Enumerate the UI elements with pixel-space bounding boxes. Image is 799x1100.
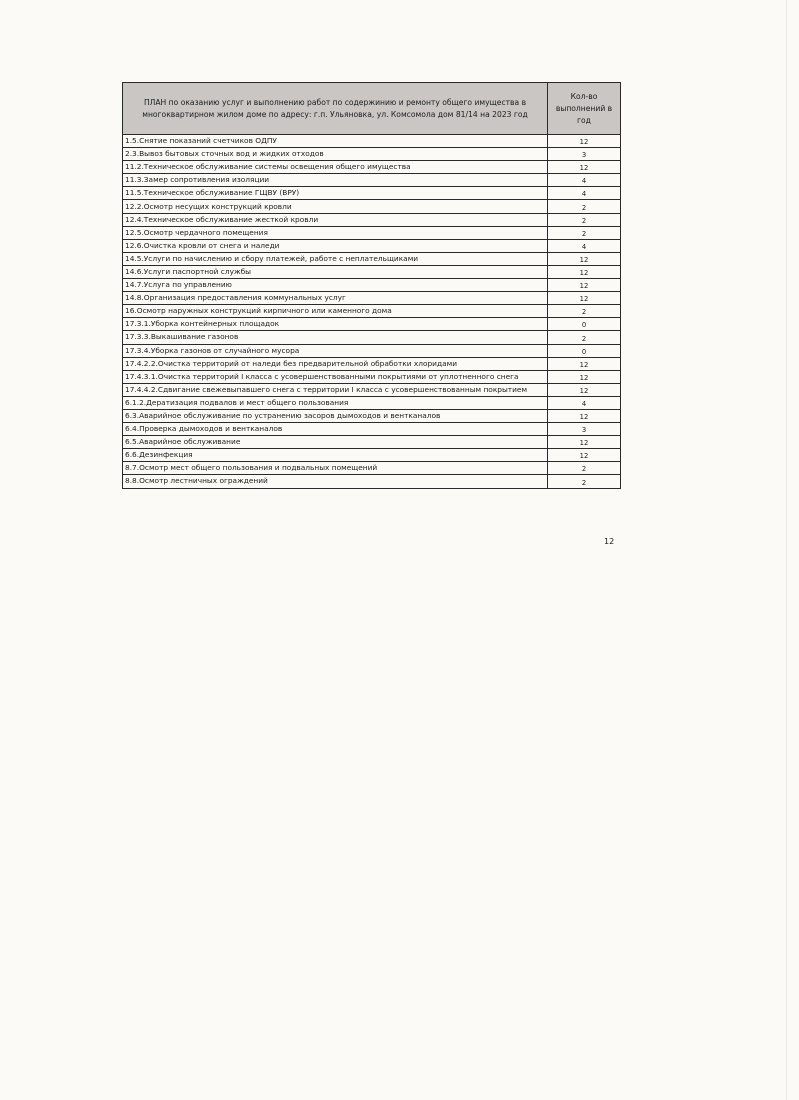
table-row	[123, 187, 621, 200]
service-name-cell: 14.8.Организация предоставления коммунальных услуг	[123, 292, 548, 305]
table-row	[123, 318, 621, 331]
quantity-cell: 4	[548, 187, 621, 200]
plan-title-cell: ПЛАН по оказанию услуг и выполнению работ по содержинию и ремонту общего имущества в многоквартирном жилом доме по адресу: г.п. Ульяновка, ул. Комсомола дом 81/14 на 2023 год	[123, 83, 548, 135]
service-name-cell: 17.3.4.Уборка газонов от случайного мусора	[123, 344, 548, 357]
quantity-cell: 12	[548, 292, 621, 305]
table-row	[123, 331, 621, 344]
table-row	[123, 462, 621, 475]
service-name-cell: 8.8.Осмотр лестничных ограждений	[123, 475, 548, 488]
table-row	[123, 475, 621, 488]
service-name-cell: 8.7.Осмотр мест общего пользования и подвальных помещений	[123, 462, 548, 475]
table-row	[123, 370, 621, 383]
page-number: 12	[604, 537, 615, 546]
quantity-cell: 4	[548, 396, 621, 409]
table-header-row	[123, 83, 621, 135]
table-row	[123, 344, 621, 357]
quantity-cell: 12	[548, 436, 621, 449]
quantity-cell: 2	[548, 305, 621, 318]
quantity-cell: 2	[548, 226, 621, 239]
table-row	[123, 396, 621, 409]
service-name-cell: 6.3.Аварийное обслуживание по устранению засоров дымоходов и вентканалов	[123, 409, 548, 422]
service-name-cell: 17.3.1.Уборка контейнерных площадок	[123, 318, 548, 331]
quantity-cell: 0	[548, 318, 621, 331]
service-name-cell: 14.7.Услуга по управлению	[123, 279, 548, 292]
service-name-cell: 17.4.4.2.Сдвигание свежевыпавшего снега с территории I класса с усовершенствованным покрытием	[123, 383, 548, 396]
service-name-cell: 11.2.Техническое обслуживание системы освещения общего имущества	[123, 161, 548, 174]
table-row	[123, 292, 621, 305]
service-name-cell: 6.5.Аварийное обслуживание	[123, 436, 548, 449]
service-name-cell: 17.4.2.2.Очистка территорий от наледи без предварительной обработки хлоридами	[123, 357, 548, 370]
service-name-cell: 11.5.Техническое обслуживание ГЩВУ (ВРУ)	[123, 187, 548, 200]
table-row	[123, 383, 621, 396]
service-name-cell: 17.3.3.Выкашивание газонов	[123, 331, 548, 344]
quantity-cell: 2	[548, 213, 621, 226]
quantity-cell: 12	[548, 135, 621, 148]
service-name-cell: 14.6.Услуги паспортной службы	[123, 265, 548, 278]
quantity-cell: 4	[548, 174, 621, 187]
table-row	[123, 161, 621, 174]
table-row	[123, 265, 621, 278]
service-name-cell: 6.4.Проверка дымоходов и вентканалов	[123, 423, 548, 436]
table-row	[123, 409, 621, 422]
quantity-cell: 3	[548, 423, 621, 436]
quantity-cell: 12	[548, 409, 621, 422]
quantity-cell: 12	[548, 449, 621, 462]
quantity-cell: 2	[548, 475, 621, 488]
service-name-cell: 2.3.Вывоз бытовых сточных вод и жидких отходов	[123, 148, 548, 161]
table-row	[123, 436, 621, 449]
quantity-cell: 12	[548, 357, 621, 370]
service-name-cell: 12.6.Очистка кровли от снега и наледи	[123, 239, 548, 252]
quantity-cell: 2	[548, 331, 621, 344]
service-name-cell: 14.5.Услуги по начислению и сбору платежей, работе с неплательщиками	[123, 252, 548, 265]
service-name-cell: 12.5.Осмотр чердачного помещения	[123, 226, 548, 239]
table-row	[123, 226, 621, 239]
table-row	[123, 279, 621, 292]
table-row	[123, 200, 621, 213]
quantity-header-cell: Кол-во выполнений в год	[548, 83, 621, 135]
service-name-cell: 17.4.3.1.Очистка территорий I класса с усовершенствованными покрытиями от уплотненного снега	[123, 370, 548, 383]
quantity-cell: 12	[548, 279, 621, 292]
quantity-cell: 0	[548, 344, 621, 357]
quantity-cell: 4	[548, 239, 621, 252]
service-name-cell: 6.6.Дезинфекция	[123, 449, 548, 462]
table-row	[123, 252, 621, 265]
service-name-cell: 12.2.Осмотр несущих конструкций кровли	[123, 200, 548, 213]
table-row	[123, 213, 621, 226]
quantity-cell: 2	[548, 200, 621, 213]
plan-table	[122, 82, 621, 489]
scan-edge-line	[786, 0, 787, 1100]
table-row	[123, 423, 621, 436]
table-row	[123, 148, 621, 161]
table-row	[123, 305, 621, 318]
service-name-cell: 6.1.2.Дератизация подвалов и мест общего пользования	[123, 396, 548, 409]
table-row	[123, 174, 621, 187]
quantity-cell: 12	[548, 383, 621, 396]
service-name-cell: 16.Осмотр наружных конструкций кирпичного или каменного дома	[123, 305, 548, 318]
quantity-cell: 12	[548, 161, 621, 174]
table-row	[123, 239, 621, 252]
quantity-cell: 2	[548, 462, 621, 475]
table-row	[123, 449, 621, 462]
quantity-cell: 12	[548, 252, 621, 265]
quantity-cell: 12	[548, 265, 621, 278]
table-row	[123, 135, 621, 148]
quantity-cell: 12	[548, 370, 621, 383]
table-row	[123, 357, 621, 370]
quantity-cell: 3	[548, 148, 621, 161]
service-name-cell: 1.5.Снятие показаний счетчиков ОДПУ	[123, 135, 548, 148]
service-name-cell: 11.3.Замер сопротивления изоляции	[123, 174, 548, 187]
service-name-cell: 12.4.Техническое обслуживание жесткой кровли	[123, 213, 548, 226]
